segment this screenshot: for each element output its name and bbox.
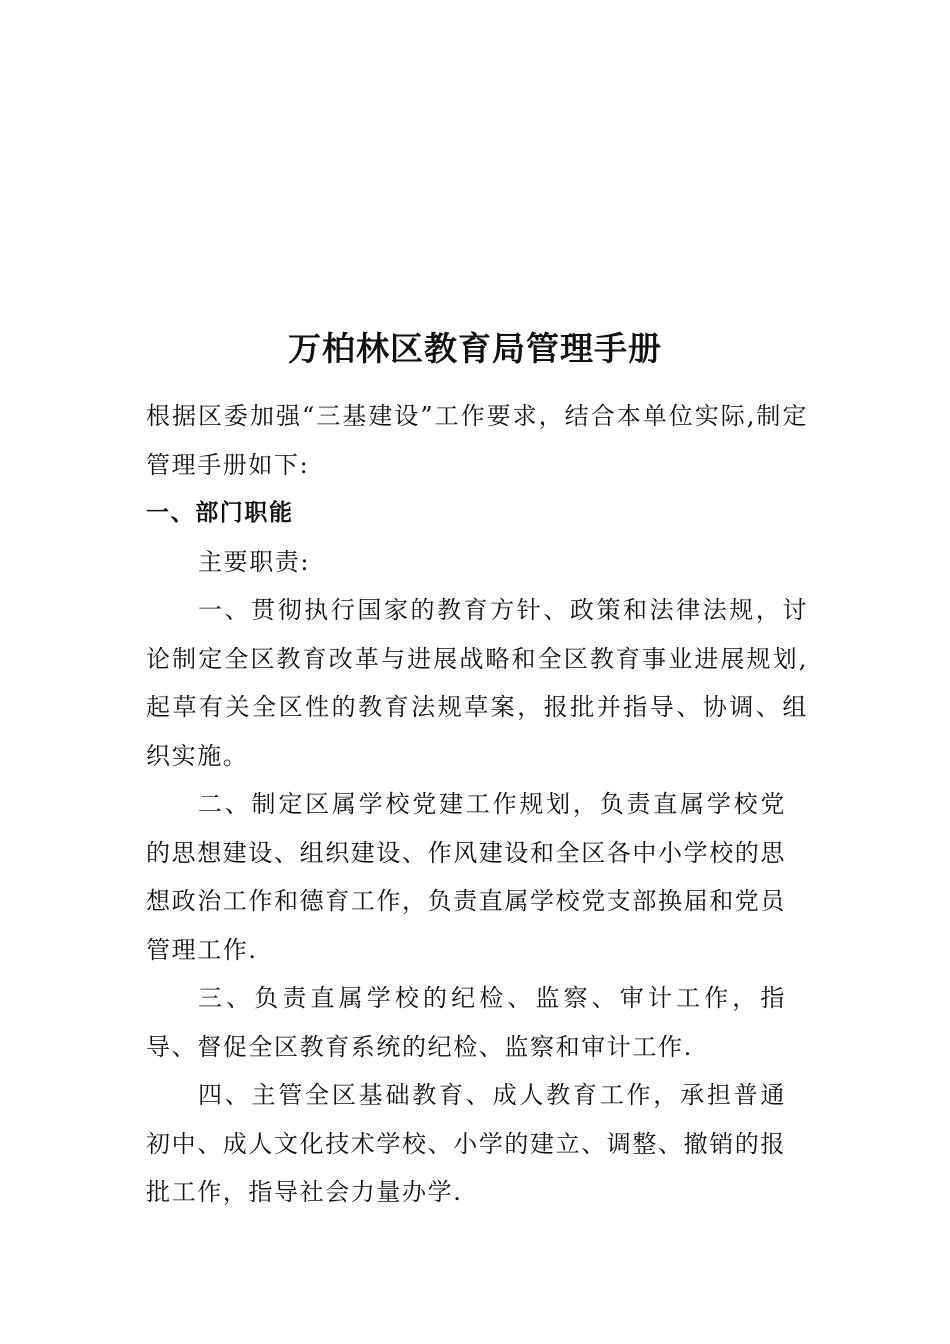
duty-item: 四、主管全区基础教育、成人教育工作，承担普通初中、成人文化技术学校、小学的建立、调整、撤销的报批工作，指导社会力量办学.	[146, 1081, 786, 1206]
intro-paragraph: 根据区委加强“三基建设”工作要求，结合本单位实际,制定管理手册如下:	[146, 402, 808, 479]
duty-item: 二、制定区属学校党建工作规划，负责直属学校党的思想建设、组织建设、作风建设和全区各中小学校的思想政治工作和德育工作，负责直属学校党支部换届和党员管理工作.	[146, 790, 786, 964]
section-subheading: 主要职责:	[198, 547, 311, 576]
document-title: 万柏林区教育局管理手册	[288, 329, 662, 368]
duty-item: 三、负责直属学校的纪检、监察、审计工作，指导、督促全区教育系统的纪检、监察和审计工作.	[146, 984, 786, 1061]
document-body	[146, 392, 808, 1217]
section-heading: 一、部门职能	[146, 500, 294, 526]
duty-item: 一、贯彻执行国家的教育方针、政策和法律法规，讨论制定全区教育改革与进展战略和全区教育事业进展规划,起草有关全区性的教育法规草案，报批并指导、协调、组织实施。	[146, 596, 808, 770]
